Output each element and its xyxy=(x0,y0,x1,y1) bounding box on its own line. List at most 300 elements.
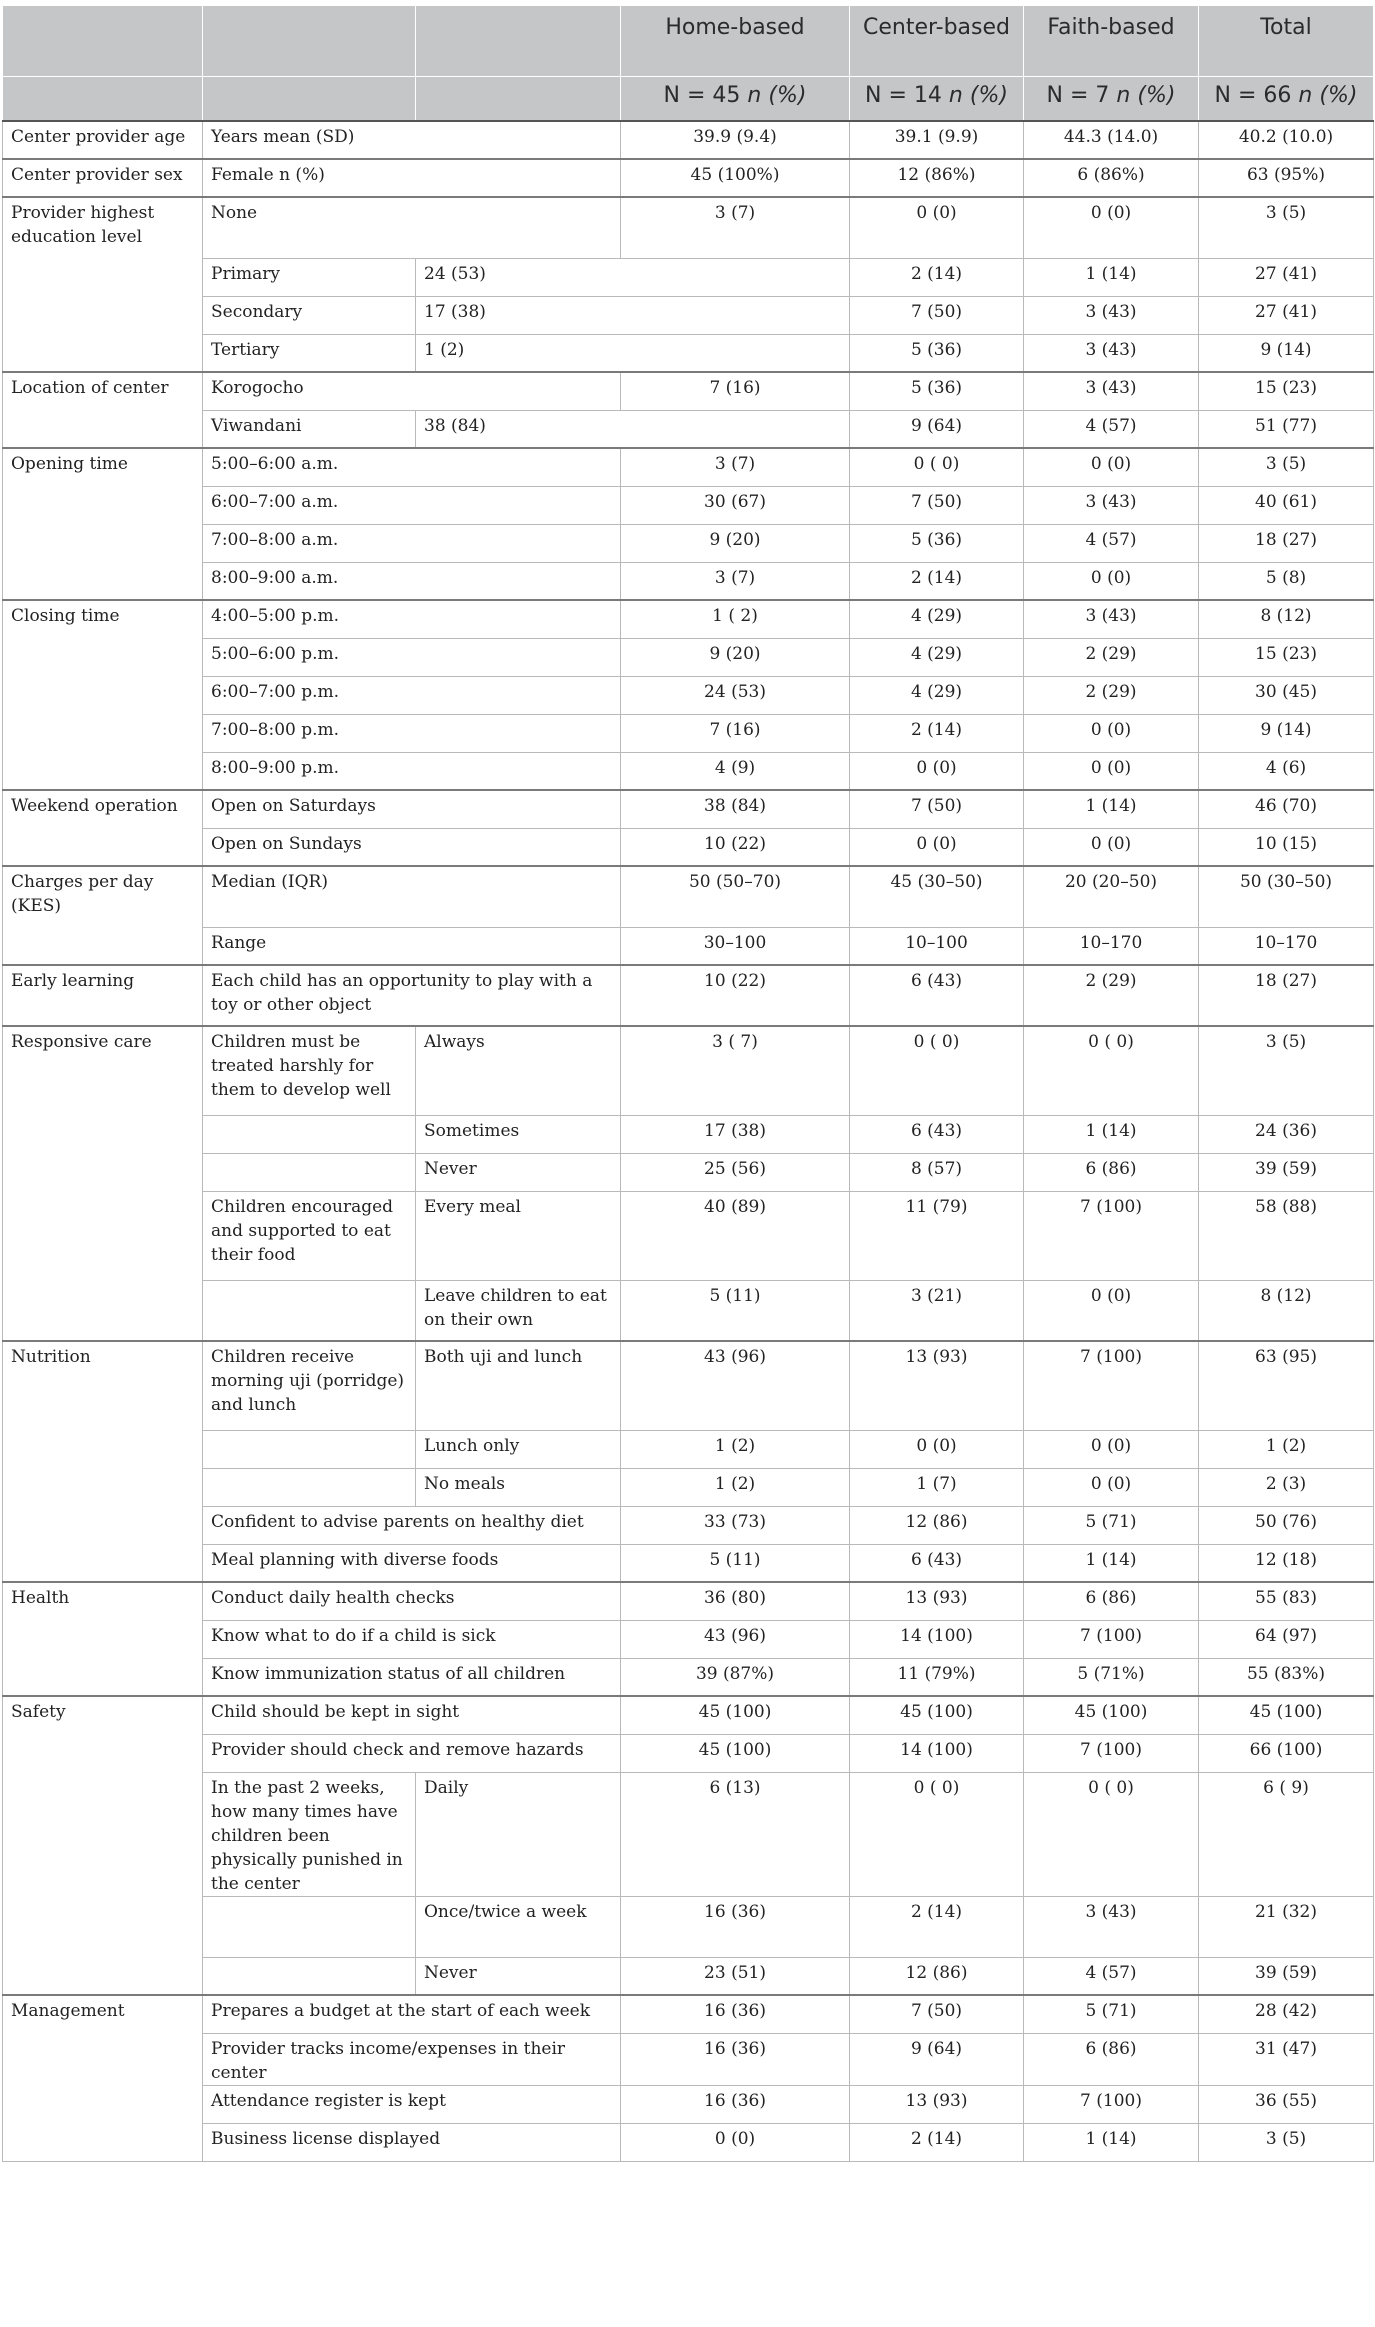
table-row xyxy=(3,1658,1374,1696)
center-based-value: 7 (50) xyxy=(850,486,1024,524)
subheader-n: N = 7 xyxy=(1046,83,1117,108)
table-row xyxy=(3,410,1374,448)
home-based-value: 3 ( 7) xyxy=(621,1026,850,1115)
item-cell xyxy=(203,1957,416,1995)
header-blank xyxy=(416,6,621,77)
home-based-value: 24 (53) xyxy=(416,258,850,296)
total-value: 50 (76) xyxy=(1199,1506,1374,1544)
sub-item-cell: Always xyxy=(416,1026,621,1115)
home-based-value: 36 (80) xyxy=(621,1582,850,1620)
home-based-value: 38 (84) xyxy=(416,410,850,448)
center-based-value: 5 (36) xyxy=(850,372,1024,410)
home-based-value: 10 (22) xyxy=(621,828,850,866)
home-based-value: 3 (7) xyxy=(621,197,850,258)
item-cell: Prepares a budget at the start of each week xyxy=(203,1995,621,2033)
total-value: 3 (5) xyxy=(1199,2123,1374,2161)
subheader-row xyxy=(3,77,1374,122)
home-based-value: 5 (11) xyxy=(621,1280,850,1341)
faith-based-value: 5 (71) xyxy=(1024,1995,1199,2033)
faith-based-value: 5 (71%) xyxy=(1024,1658,1199,1696)
category-cell xyxy=(3,1896,203,1957)
table-row xyxy=(3,1544,1374,1582)
center-based-value: 2 (14) xyxy=(850,1896,1024,1957)
total-value: 4 (6) xyxy=(1199,752,1374,790)
center-based-value: 2 (14) xyxy=(850,2123,1024,2161)
faith-based-value: 4 (57) xyxy=(1024,524,1199,562)
item-cell: Viwandani xyxy=(203,410,416,448)
total-value: 2 (3) xyxy=(1199,1468,1374,1506)
faith-based-value: 0 (0) xyxy=(1024,197,1199,258)
table-row xyxy=(3,1896,1374,1957)
item-cell: Children encouraged and supported to eat their food xyxy=(203,1191,416,1280)
table-row xyxy=(3,524,1374,562)
category-cell: Early learning xyxy=(3,965,203,1026)
sub-item-cell: Lunch only xyxy=(416,1430,621,1468)
faith-based-value: 0 (0) xyxy=(1024,448,1199,486)
total-value: 3 (5) xyxy=(1199,448,1374,486)
category-cell xyxy=(3,1506,203,1544)
center-based-value: 2 (14) xyxy=(850,562,1024,600)
home-based-value: 1 (2) xyxy=(621,1430,850,1468)
item-cell: Each child has an opportunity to play with a toy or other object xyxy=(203,965,621,1026)
subheader-faith-based xyxy=(1024,77,1199,122)
category-cell xyxy=(3,1115,203,1153)
item-cell xyxy=(203,1280,416,1341)
center-based-value: 0 ( 0) xyxy=(850,1026,1024,1115)
category-cell xyxy=(3,2123,203,2161)
subheader-pct: n (%) xyxy=(1298,83,1358,108)
faith-based-value: 0 ( 0) xyxy=(1024,1026,1199,1115)
table-row xyxy=(3,159,1374,197)
total-value: 63 (95%) xyxy=(1199,159,1374,197)
item-cell xyxy=(203,1430,416,1468)
subheader-center-based xyxy=(850,77,1024,122)
category-cell xyxy=(3,638,203,676)
table-row xyxy=(3,1734,1374,1772)
home-based-value: 39 (87%) xyxy=(621,1658,850,1696)
sub-item-cell: Never xyxy=(416,1153,621,1191)
subheader-blank xyxy=(3,77,203,122)
table-row xyxy=(3,258,1374,296)
faith-based-value: 0 (0) xyxy=(1024,1468,1199,1506)
home-based-value: 4 (9) xyxy=(621,752,850,790)
item-cell: Provider should check and remove hazards xyxy=(203,1734,621,1772)
home-based-value: 33 (73) xyxy=(621,1506,850,1544)
home-based-value: 3 (7) xyxy=(621,448,850,486)
table-row xyxy=(3,1957,1374,1995)
category-cell: Center provider age xyxy=(3,121,203,159)
category-cell: Health xyxy=(3,1582,203,1620)
home-based-value: 1 ( 2) xyxy=(621,600,850,638)
total-value: 31 (47) xyxy=(1199,2033,1374,2085)
center-based-value: 2 (14) xyxy=(850,714,1024,752)
faith-based-value: 0 ( 0) xyxy=(1024,1772,1199,1896)
total-value: 46 (70) xyxy=(1199,790,1374,828)
center-based-value: 12 (86) xyxy=(850,1957,1024,1995)
faith-based-value: 4 (57) xyxy=(1024,410,1199,448)
faith-based-value: 6 (86) xyxy=(1024,1582,1199,1620)
home-based-value: 9 (20) xyxy=(621,638,850,676)
item-cell: Provider tracks income/expenses in their center xyxy=(203,2033,621,2085)
table-row xyxy=(3,1696,1374,1734)
faith-based-value: 0 (0) xyxy=(1024,1280,1199,1341)
center-based-value: 11 (79) xyxy=(850,1191,1024,1280)
center-based-value: 0 (0) xyxy=(850,197,1024,258)
item-cell: Know what to do if a child is sick xyxy=(203,1620,621,1658)
item-cell: Korogocho xyxy=(203,372,621,410)
home-based-value: 24 (53) xyxy=(621,676,850,714)
center-based-value: 45 (30–50) xyxy=(850,866,1024,927)
home-based-value: 7 (16) xyxy=(621,372,850,410)
sub-item-cell: No meals xyxy=(416,1468,621,1506)
faith-based-value: 7 (100) xyxy=(1024,1734,1199,1772)
item-cell: Tertiary xyxy=(203,334,416,372)
home-based-value: 6 (13) xyxy=(621,1772,850,1896)
table-row xyxy=(3,638,1374,676)
sub-item-cell: Every meal xyxy=(416,1191,621,1280)
category-cell xyxy=(3,927,203,965)
faith-based-value: 0 (0) xyxy=(1024,1430,1199,1468)
table-row xyxy=(3,372,1374,410)
faith-based-value: 1 (14) xyxy=(1024,258,1199,296)
home-based-value: 23 (51) xyxy=(621,1957,850,1995)
item-cell: Range xyxy=(203,927,621,965)
header-row xyxy=(3,6,1374,77)
center-based-value: 11 (79%) xyxy=(850,1658,1024,1696)
table-row xyxy=(3,197,1374,258)
table-row xyxy=(3,2123,1374,2161)
category-cell xyxy=(3,828,203,866)
center-based-value: 4 (29) xyxy=(850,638,1024,676)
item-cell: Business license displayed xyxy=(203,2123,621,2161)
home-based-value: 3 (7) xyxy=(621,562,850,600)
center-based-value: 9 (64) xyxy=(850,410,1024,448)
table-row xyxy=(3,1995,1374,2033)
center-based-value: 6 (43) xyxy=(850,965,1024,1026)
center-based-value: 0 (0) xyxy=(850,828,1024,866)
center-based-value: 5 (36) xyxy=(850,334,1024,372)
subheader-n: N = 14 xyxy=(865,83,949,108)
home-based-value: 5 (11) xyxy=(621,1544,850,1582)
faith-based-value: 44.3 (14.0) xyxy=(1024,121,1199,159)
center-based-value: 39.1 (9.9) xyxy=(850,121,1024,159)
faith-based-value: 0 (0) xyxy=(1024,714,1199,752)
home-based-value: 16 (36) xyxy=(621,1896,850,1957)
category-cell xyxy=(3,1468,203,1506)
total-value: 21 (32) xyxy=(1199,1896,1374,1957)
sub-item-cell: Leave children to eat on their own xyxy=(416,1280,621,1341)
category-cell xyxy=(3,524,203,562)
category-cell xyxy=(3,2033,203,2085)
home-based-value: 10 (22) xyxy=(621,965,850,1026)
category-cell: Closing time xyxy=(3,600,203,638)
center-based-value: 14 (100) xyxy=(850,1620,1024,1658)
item-cell: None xyxy=(203,197,621,258)
table-row xyxy=(3,296,1374,334)
category-cell xyxy=(3,1544,203,1582)
total-value: 58 (88) xyxy=(1199,1191,1374,1280)
table-row xyxy=(3,676,1374,714)
total-value: 39 (59) xyxy=(1199,1153,1374,1191)
faith-based-value: 3 (43) xyxy=(1024,600,1199,638)
center-based-value: 0 ( 0) xyxy=(850,1772,1024,1896)
total-value: 8 (12) xyxy=(1199,1280,1374,1341)
sub-item-cell: Sometimes xyxy=(416,1115,621,1153)
total-value: 36 (55) xyxy=(1199,2085,1374,2123)
item-cell: Children must be treated harshly for them to develop well xyxy=(203,1026,416,1115)
home-based-value: 25 (56) xyxy=(621,1153,850,1191)
category-cell xyxy=(3,1957,203,1995)
total-value: 55 (83%) xyxy=(1199,1658,1374,1696)
table-row xyxy=(3,600,1374,638)
category-cell: Safety xyxy=(3,1696,203,1734)
total-value: 27 (41) xyxy=(1199,258,1374,296)
total-value: 66 (100) xyxy=(1199,1734,1374,1772)
faith-based-value: 7 (100) xyxy=(1024,2085,1199,2123)
table-row xyxy=(3,2033,1374,2085)
category-cell xyxy=(3,676,203,714)
table-row xyxy=(3,1115,1374,1153)
home-based-value: 0 (0) xyxy=(621,2123,850,2161)
total-value: 64 (97) xyxy=(1199,1620,1374,1658)
home-based-value: 16 (36) xyxy=(621,1995,850,2033)
table-row xyxy=(3,752,1374,790)
category-cell: Charges per day (KES) xyxy=(3,866,203,927)
home-based-value: 45 (100) xyxy=(621,1696,850,1734)
total-value: 28 (42) xyxy=(1199,1995,1374,2033)
table-row xyxy=(3,1468,1374,1506)
item-cell: Secondary xyxy=(203,296,416,334)
faith-based-value: 3 (43) xyxy=(1024,1896,1199,1957)
center-based-value: 8 (57) xyxy=(850,1153,1024,1191)
subheader-blank xyxy=(203,77,416,122)
home-based-value: 39.9 (9.4) xyxy=(621,121,850,159)
total-value: 9 (14) xyxy=(1199,714,1374,752)
total-value: 10 (15) xyxy=(1199,828,1374,866)
total-value: 15 (23) xyxy=(1199,372,1374,410)
home-based-value: 17 (38) xyxy=(416,296,850,334)
total-value: 15 (23) xyxy=(1199,638,1374,676)
center-based-value: 14 (100) xyxy=(850,1734,1024,1772)
item-cell: 8:00–9:00 a.m. xyxy=(203,562,621,600)
total-value: 1 (2) xyxy=(1199,1430,1374,1468)
category-cell xyxy=(3,752,203,790)
home-based-value: 43 (96) xyxy=(621,1620,850,1658)
category-cell xyxy=(3,486,203,524)
center-based-value: 2 (14) xyxy=(850,258,1024,296)
category-cell: Nutrition xyxy=(3,1341,203,1430)
center-based-value: 0 (0) xyxy=(850,752,1024,790)
subheader-n: N = 45 xyxy=(663,83,748,108)
item-cell: Children receive morning uji (porridge) and lunch xyxy=(203,1341,416,1430)
faith-based-value: 1 (14) xyxy=(1024,2123,1199,2161)
category-cell xyxy=(3,1430,203,1468)
total-value: 3 (5) xyxy=(1199,1026,1374,1115)
sub-item-cell: Once/twice a week xyxy=(416,1896,621,1957)
header-home-based: Home-based xyxy=(621,6,850,77)
total-value: 12 (18) xyxy=(1199,1544,1374,1582)
item-cell: 6:00–7:00 a.m. xyxy=(203,486,621,524)
item-cell xyxy=(203,1468,416,1506)
center-based-value: 12 (86) xyxy=(850,1506,1024,1544)
faith-based-value: 1 (14) xyxy=(1024,1115,1199,1153)
total-value: 50 (30–50) xyxy=(1199,866,1374,927)
item-cell xyxy=(203,1896,416,1957)
home-based-value: 45 (100) xyxy=(621,1734,850,1772)
header-blank xyxy=(3,6,203,77)
subheader-total xyxy=(1199,77,1374,122)
item-cell: Confident to advise parents on healthy diet xyxy=(203,1506,621,1544)
home-based-value: 38 (84) xyxy=(621,790,850,828)
category-cell: Provider highest education level xyxy=(3,197,203,258)
home-based-value: 9 (20) xyxy=(621,524,850,562)
table-row xyxy=(3,562,1374,600)
home-based-value: 40 (89) xyxy=(621,1191,850,1280)
item-cell: 6:00–7:00 p.m. xyxy=(203,676,621,714)
center-based-value: 0 ( 0) xyxy=(850,448,1024,486)
category-cell xyxy=(3,258,203,296)
table-row xyxy=(3,714,1374,752)
item-cell: In the past 2 weeks, how many times have children been physically punished in the center xyxy=(203,1772,416,1896)
home-based-value: 17 (38) xyxy=(621,1115,850,1153)
item-cell: Primary xyxy=(203,258,416,296)
item-cell: 8:00–9:00 p.m. xyxy=(203,752,621,790)
total-value: 5 (8) xyxy=(1199,562,1374,600)
home-based-value: 45 (100%) xyxy=(621,159,850,197)
category-cell: Location of center xyxy=(3,372,203,410)
home-based-value: 43 (96) xyxy=(621,1341,850,1430)
item-cell: Conduct daily health checks xyxy=(203,1582,621,1620)
item-cell: Years mean (SD) xyxy=(203,121,621,159)
item-cell: 4:00–5:00 p.m. xyxy=(203,600,621,638)
item-cell: 7:00–8:00 p.m. xyxy=(203,714,621,752)
faith-based-value: 0 (0) xyxy=(1024,828,1199,866)
faith-based-value: 10–170 xyxy=(1024,927,1199,965)
header-faith-based: Faith-based xyxy=(1024,6,1199,77)
home-based-value: 1 (2) xyxy=(416,334,850,372)
category-cell xyxy=(3,1191,203,1280)
category-cell: Center provider sex xyxy=(3,159,203,197)
table-row xyxy=(3,1772,1374,1896)
center-based-value: 7 (50) xyxy=(850,296,1024,334)
category-cell xyxy=(3,2085,203,2123)
table-row xyxy=(3,1153,1374,1191)
item-cell: 7:00–8:00 a.m. xyxy=(203,524,621,562)
faith-based-value: 0 (0) xyxy=(1024,752,1199,790)
total-value: 8 (12) xyxy=(1199,600,1374,638)
faith-based-value: 0 (0) xyxy=(1024,562,1199,600)
item-cell: Female n (%) xyxy=(203,159,621,197)
header-center-based: Center-based xyxy=(850,6,1024,77)
total-value: 51 (77) xyxy=(1199,410,1374,448)
sub-item-cell: Never xyxy=(416,1957,621,1995)
table-row xyxy=(3,2085,1374,2123)
home-based-value: 16 (36) xyxy=(621,2033,850,2085)
table-row xyxy=(3,1620,1374,1658)
faith-based-value: 3 (43) xyxy=(1024,372,1199,410)
item-cell xyxy=(203,1115,416,1153)
home-based-value: 50 (50–70) xyxy=(621,866,850,927)
faith-based-value: 7 (100) xyxy=(1024,1341,1199,1430)
faith-based-value: 20 (20–50) xyxy=(1024,866,1199,927)
center-based-value: 7 (50) xyxy=(850,1995,1024,2033)
category-cell xyxy=(3,562,203,600)
total-value: 39 (59) xyxy=(1199,1957,1374,1995)
item-cell: Open on Saturdays xyxy=(203,790,621,828)
faith-based-value: 2 (29) xyxy=(1024,965,1199,1026)
item-cell xyxy=(203,1153,416,1191)
category-cell xyxy=(3,410,203,448)
category-cell xyxy=(3,714,203,752)
faith-based-value: 6 (86) xyxy=(1024,1153,1199,1191)
total-value: 24 (36) xyxy=(1199,1115,1374,1153)
category-cell xyxy=(3,1280,203,1341)
center-based-value: 6 (43) xyxy=(850,1115,1024,1153)
faith-based-value: 7 (100) xyxy=(1024,1191,1199,1280)
table-row xyxy=(3,121,1374,159)
table-row xyxy=(3,334,1374,372)
center-based-value: 1 (7) xyxy=(850,1468,1024,1506)
header-total: Total xyxy=(1199,6,1374,77)
total-value: 18 (27) xyxy=(1199,524,1374,562)
table-row xyxy=(3,1506,1374,1544)
table-row xyxy=(3,828,1374,866)
item-cell: Meal planning with diverse foods xyxy=(203,1544,621,1582)
category-cell xyxy=(3,1734,203,1772)
faith-based-value: 5 (71) xyxy=(1024,1506,1199,1544)
total-value: 55 (83) xyxy=(1199,1582,1374,1620)
table-row xyxy=(3,1191,1374,1280)
subheader-pct: n (%) xyxy=(948,83,1008,108)
item-cell: Attendance register is kept xyxy=(203,2085,621,2123)
total-value: 27 (41) xyxy=(1199,296,1374,334)
subheader-pct: n (%) xyxy=(747,83,807,108)
subheader-blank xyxy=(416,77,621,122)
item-cell: Know immunization status of all children xyxy=(203,1658,621,1696)
category-cell: Management xyxy=(3,1995,203,2033)
item-cell: 5:00–6:00 p.m. xyxy=(203,638,621,676)
category-cell: Responsive care xyxy=(3,1026,203,1115)
center-based-value: 5 (36) xyxy=(850,524,1024,562)
table-row xyxy=(3,1341,1374,1430)
subheader-pct: n (%) xyxy=(1116,83,1176,108)
home-based-value: 30–100 xyxy=(621,927,850,965)
center-based-value: 13 (93) xyxy=(850,1582,1024,1620)
table-row xyxy=(3,1280,1374,1341)
category-cell xyxy=(3,1658,203,1696)
faith-based-value: 1 (14) xyxy=(1024,1544,1199,1582)
item-cell: Child should be kept in sight xyxy=(203,1696,621,1734)
faith-based-value: 3 (43) xyxy=(1024,486,1199,524)
table-row xyxy=(3,866,1374,927)
faith-based-value: 2 (29) xyxy=(1024,638,1199,676)
item-cell: Median (IQR) xyxy=(203,866,621,927)
table-body xyxy=(3,121,1374,2161)
table-row xyxy=(3,1026,1374,1115)
total-value: 18 (27) xyxy=(1199,965,1374,1026)
faith-based-value: 6 (86) xyxy=(1024,2033,1199,2085)
table-row xyxy=(3,448,1374,486)
total-value: 10–170 xyxy=(1199,927,1374,965)
category-cell xyxy=(3,296,203,334)
home-based-value: 30 (67) xyxy=(621,486,850,524)
subheader-n: N = 66 xyxy=(1214,83,1299,108)
data-table xyxy=(2,5,1374,2162)
center-based-value: 3 (21) xyxy=(850,1280,1024,1341)
total-value: 45 (100) xyxy=(1199,1696,1374,1734)
home-based-value: 1 (2) xyxy=(621,1468,850,1506)
faith-based-value: 7 (100) xyxy=(1024,1620,1199,1658)
